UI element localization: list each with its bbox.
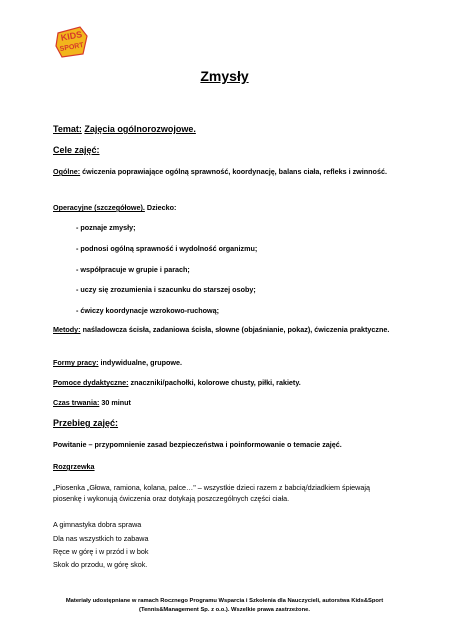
temat-label: Temat:	[53, 124, 82, 134]
ogolne-label: Ogólne:	[53, 167, 81, 176]
poem-line: Dla nas wszystkich to zabawa	[53, 534, 149, 543]
operacyjne-label: Operacyjne (szczegółowe).	[53, 203, 145, 212]
poem-line: Ręce w górę i w przód i w bok	[53, 547, 149, 556]
piosenka-paragraph: „Piosenka „Głowa, ramiona, kolana, palce…" – wszystkie dzieci razem z babcią/dziadkiem śpiewają piosenkę i wykonują ćwiczenia oraz dotykają poszczególnych części ciała.	[53, 483, 370, 503]
objective-item: - uczy się zrozumienia i szacunku do starszej osoby;	[76, 285, 256, 294]
pomoce-text: znaczniki/pachołki, kolorowe chusty, piłki, rakiety.	[130, 378, 301, 387]
przebieg-heading: Przebieg zajęć:	[53, 418, 119, 428]
kids-sport-logo	[52, 24, 92, 60]
metody-paragraph	[53, 324, 399, 335]
rozgrzewka-heading: Rozgrzewka	[53, 462, 95, 471]
footer-line-2: (Tennis&Management Sp. z o.o.). Wszelkie prawa zastrzeżone.	[139, 607, 310, 613]
formy-label: Formy pracy:	[53, 358, 99, 367]
metody-text: naśladowcza ścisła, zadaniowa ścisła, słowne (objaśnianie, pokaz), ćwiczenia praktyczne.	[82, 325, 390, 334]
poem-line: Skok do przodu, w górę skok.	[53, 560, 148, 569]
footer-line-1: Materiały udostępniane w ramach Rocznego Programu Wsparcia i Szkolenia dla Nauczycieli, autorstwa Kids&Sport	[65, 598, 384, 604]
operacyjne-row	[53, 203, 176, 213]
objective-item: - podnosi ogólną sprawność i wydolność organizmu;	[76, 244, 258, 253]
czas-row	[53, 398, 131, 408]
ogolne-text: ćwiczenia poprawiające ogólną sprawność, koordynację, balans ciała, refleks i zwinność.	[82, 167, 387, 176]
logo-text-kids: KIDS	[60, 29, 83, 43]
cele-heading: Cele zajęć:	[53, 145, 100, 155]
temat-row	[53, 124, 196, 134]
operacyjne-after: Dziecko:	[146, 203, 177, 212]
poem-line: A gimnastyka dobra sprawa	[53, 520, 142, 529]
formy-row	[53, 358, 182, 368]
czas-label: Czas trwania:	[53, 398, 100, 407]
powitanie-text: Powitanie – przypomnienie zasad bezpieczeństwa i poinformowanie o temacie zajęć.	[53, 440, 342, 449]
temat-value: Zajęcia ogólnorozwojowe.	[84, 124, 196, 134]
czas-text: 30 minut	[101, 398, 131, 407]
objective-item: - poznaje zmysły;	[76, 223, 136, 232]
pomoce-label: Pomoce dydaktyczne:	[53, 378, 129, 387]
pomoce-row	[53, 378, 301, 388]
formy-text: indywidualne, grupowe.	[100, 358, 183, 367]
objective-item: - ćwiczy koordynacje wzrokowo-ruchową;	[76, 306, 219, 315]
logo-text-sport: SPORT	[59, 41, 85, 54]
footer	[0, 597, 449, 615]
ogolne-paragraph	[53, 166, 399, 177]
page-title: Zmysły	[200, 68, 249, 84]
objective-item: - współpracuje w grupie i parach;	[76, 265, 190, 274]
metody-label: Metody:	[53, 325, 81, 334]
